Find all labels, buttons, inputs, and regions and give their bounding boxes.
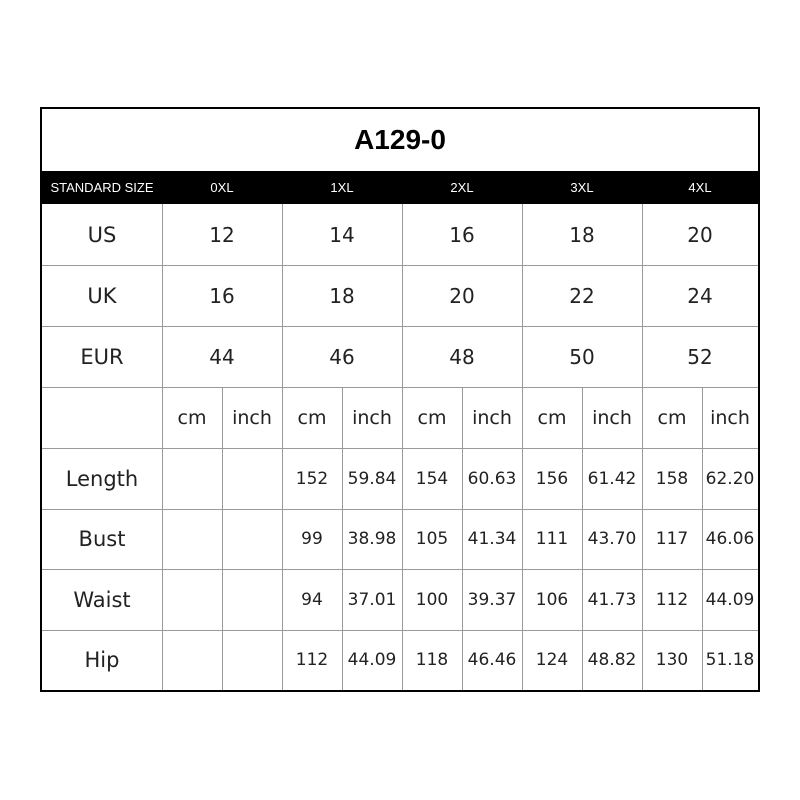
unit-label: inch: [352, 406, 392, 429]
row-label: UK: [87, 283, 117, 308]
unit-label: inch: [232, 406, 272, 429]
size-value: 18: [569, 222, 595, 247]
measure-label: Length: [65, 466, 139, 491]
measure-value: 154: [415, 468, 449, 489]
measure-value: 112: [295, 650, 329, 670]
measure-value: 44.09: [347, 650, 397, 670]
measure-value: 46.06: [705, 529, 755, 549]
unit-label: inch: [710, 406, 750, 429]
unit-label: cm: [657, 406, 687, 429]
size-value: 18: [329, 283, 355, 308]
measure-value: 156: [535, 468, 569, 489]
size-value: 50: [569, 344, 595, 369]
size-header: 3XL: [570, 180, 594, 195]
size-header: 1XL: [330, 180, 354, 195]
measure-value: 41.73: [587, 589, 637, 610]
size-value: 20: [687, 222, 713, 247]
measure-value: 61.42: [587, 468, 637, 489]
measure-label: Hip: [84, 648, 120, 672]
measure-value: 94: [301, 589, 323, 610]
measure-value: 105: [415, 529, 449, 549]
standard-size-label: STANDARD SIZE: [50, 180, 154, 195]
size-header: 0XL: [210, 180, 234, 195]
unit-label: inch: [592, 406, 632, 429]
measure-value: 158: [655, 468, 689, 489]
measure-value: [222, 448, 282, 509]
measure-value: 152: [295, 468, 329, 489]
row-label: US: [87, 222, 117, 247]
measure-value: 46.46: [467, 650, 517, 670]
measure-value: [162, 569, 222, 630]
measure-label: Waist: [73, 587, 131, 612]
measure-value: [162, 448, 222, 509]
size-value: 12: [209, 222, 235, 247]
measure-value: 51.18: [705, 650, 755, 670]
measure-value: 124: [535, 650, 569, 670]
unit-label: cm: [297, 406, 327, 429]
measure-value: 43.70: [587, 529, 637, 549]
measure-value: 117: [655, 529, 689, 549]
measure-value: [162, 630, 222, 690]
measure-value: 41.34: [467, 529, 517, 549]
unit-label: cm: [177, 406, 207, 429]
measure-value: 37.01: [347, 589, 397, 610]
measure-value: 39.37: [467, 589, 517, 610]
measure-value: 118: [415, 650, 449, 670]
measure-value: 38.98: [347, 529, 397, 549]
chart-title: A129-0: [354, 124, 446, 155]
size-value: 16: [449, 222, 475, 247]
size-value: 46: [329, 344, 355, 369]
measure-value: 112: [655, 589, 689, 610]
size-value: 48: [449, 344, 475, 369]
measure-value: [222, 569, 282, 630]
size-chart: [40, 107, 760, 692]
row-label: EUR: [80, 344, 124, 369]
measure-value: [162, 509, 222, 569]
measure-value: 60.63: [467, 468, 517, 489]
size-value: 44: [209, 344, 235, 369]
size-header: 2XL: [450, 180, 474, 195]
size-value: 24: [687, 283, 713, 308]
size-header: 4XL: [688, 180, 712, 195]
measure-value: 44.09: [705, 589, 755, 610]
size-value: 22: [569, 283, 595, 308]
measure-value: 130: [655, 650, 689, 670]
unit-label: cm: [417, 406, 447, 429]
measure-value: 59.84: [347, 468, 397, 489]
size-value: 52: [687, 344, 713, 369]
unit-label: cm: [537, 406, 567, 429]
measure-value: 48.82: [587, 650, 637, 670]
measure-value: 62.20: [705, 468, 755, 489]
size-value: 14: [329, 222, 355, 247]
measure-value: 111: [535, 529, 569, 549]
measure-value: [222, 630, 282, 690]
measure-label: Bust: [78, 527, 126, 551]
measure-value: [222, 509, 282, 569]
measure-value: 99: [301, 529, 323, 549]
measure-value: 100: [415, 589, 449, 610]
size-value: 16: [209, 283, 235, 308]
size-value: 20: [449, 283, 475, 308]
measure-value: 106: [535, 589, 569, 610]
header-bar: [42, 171, 758, 204]
unit-label: inch: [472, 406, 512, 429]
